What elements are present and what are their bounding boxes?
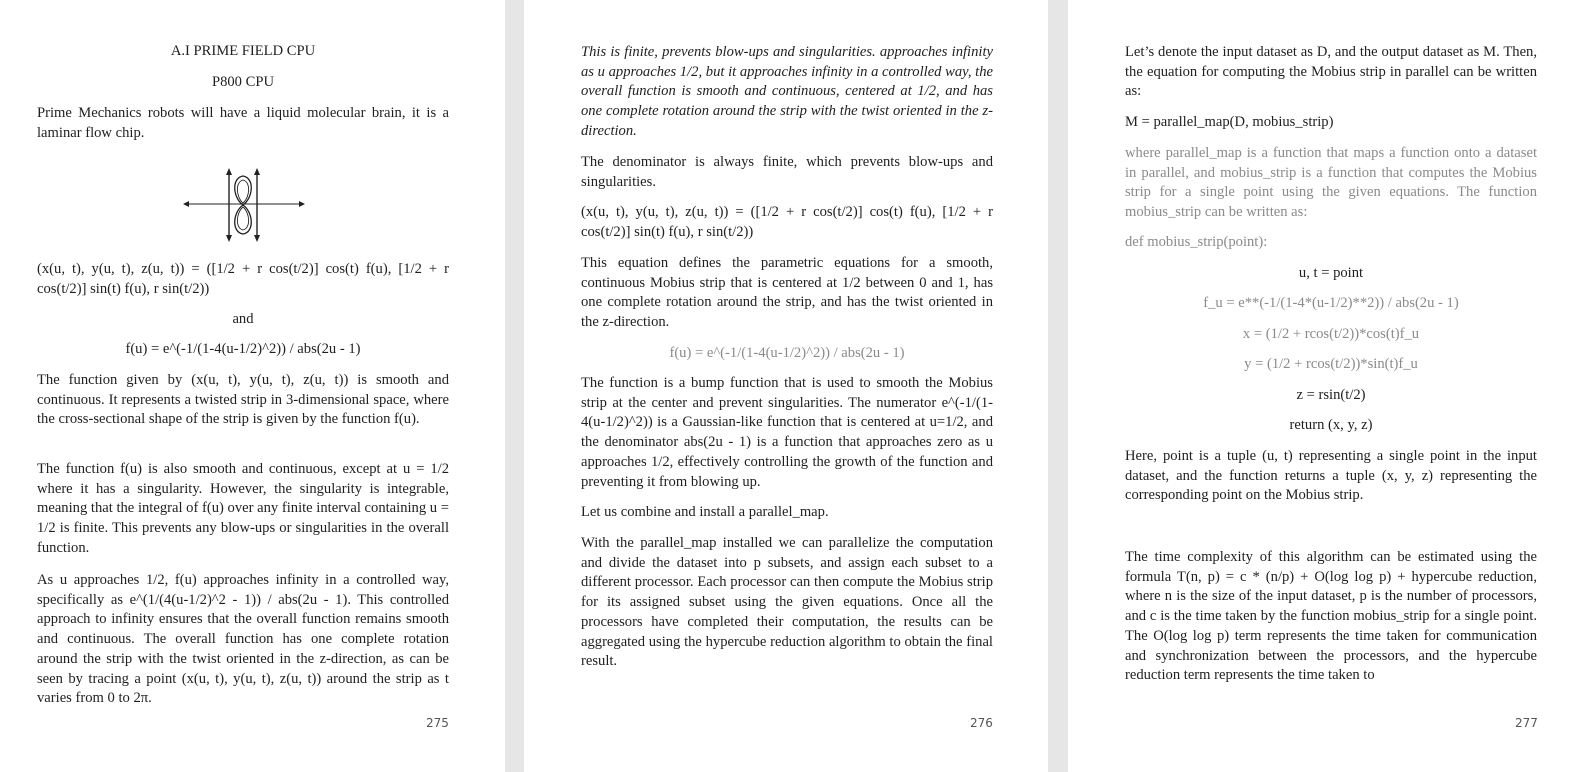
def-line: def mobius_strip(point): [1125, 234, 1268, 250]
parametric-equation: (x(u, t), y(u, t), z(u, t)) = ([1/2 + r cos(t/2)] cos(t) f(u), [1/2 + r cos(t/2)] sin(t) f(u), r sin(t/2)) [37, 261, 449, 297]
paragraph-parallel-map: Let us combine and install a parallel_map. [581, 504, 829, 520]
fu-equation: f(u) = e^(-1/(1-4(u-1/2)^2)) / abs(2u - 1) [669, 345, 905, 361]
page-number: 275 [426, 716, 449, 730]
paragraph-tuple: Here, point is a tuple (u, t) representing a single point in the input dataset, and the function returns a tuple (x, y, z) representing the corresponding point on the Mobius strip. [1125, 448, 1537, 504]
page-277 [1068, 0, 1571, 772]
code-line-1: u, t = point [1298, 265, 1364, 281]
paragraph-denominator: The denominator is always finite, which prevents blow-ups and singularities. [581, 154, 993, 190]
page-276 [524, 0, 1048, 772]
paragraph-dataset: Let’s denote the input dataset as D, and the output dataset as M. Then, the equation for computing the Mobius strip in parallel can be written as: [1125, 44, 1537, 100]
paragraph-bump-function: The function is a bump function that is used to smooth the Mobius strip at the center and prevent singularities. The numerator e^(-1/(1-4(u-1/2)^2)) is a Gaussian-like function that is centered at u=1/2, and the denominator abs(2u - 1) is a function that approaches zero as u approaches 1/2, effectively controlling the growth of the function and preventing it from blowing up. [581, 375, 993, 490]
page-number: 276 [970, 716, 993, 730]
doc-title: A.I PRIME FIELD CPU [170, 43, 316, 59]
figure-eight-diagram [183, 168, 305, 242]
code-line-4: y = (1/2 + rcos(t/2))*sin(t)f_u [1244, 356, 1418, 372]
paragraph-time-complexity: The time complexity of this algorithm can be estimated using the formula T(n, p) = c * (n/p) + O(log log p) + hypercube reduction, where n is the size of the input dataset, p is the number of processors, and c is the time taken by the function mobius_strip for a single point. The O(log log p) term represents the time taken for communication and synchronization between the processors, and the hypercube reduction term represents the time taken to [1125, 549, 1537, 684]
code-line-6: return (x, y, z) [1289, 417, 1373, 433]
code-line-5: z = rsin(t/2) [1296, 387, 1366, 403]
paragraph-parallelize: With the parallel_map installed we can parallelize the computation and divide the dataset into p subsets, and assign each subset to a different processor. Each processor can then compute the Mobius strip for its assigned subset using the given equations. Once all the processors have completed their computation, the results can be aggregated using the hypercube reduction algorithm to obtain the final result. [581, 535, 993, 670]
page-275 [0, 0, 505, 772]
intro-paragraph: Prime Mechanics robots will have a liquid molecular brain, it is a laminar flow chip. [37, 105, 449, 141]
code-line-3: x = (1/2 + rcos(t/2))*cos(t)f_u [1242, 326, 1420, 342]
page-number: 277 [1515, 716, 1538, 730]
paragraph-singularity: The function f(u) is also smooth and continuous, except at u = 1/2 where it has a singularity. However, the singularity is integrable, meaning that the integral of f(u) over any finite interval containing u = 1/2 is finite. This prevents any blow-ups or singularities in the overall function. [37, 461, 449, 556]
italic-paragraph: This is finite, prevents blow-ups and singularities. approaches infinity as u approaches 1/2, but it approaches infinity in a controlled way, the overall function is smooth and continuous, centered at 1/2, and has one complete rotation around the strip with the twist oriented in the z-direction. [581, 44, 993, 139]
and-text: and [232, 311, 254, 327]
doc-subtitle: P800 CPU [211, 74, 275, 90]
paragraph-mobius-definition: This equation defines the parametric equations for a smooth, continuous Mobius strip that is centered at 1/2 between 0 and 1, has one complete rotation around the strip, and has the twist oriented in the z-direction. [581, 255, 993, 331]
paragraph-smooth: The function given by (x(u, t), y(u, t), z(u, t)) is smooth and continuous. It represents a twisted strip in 3-dimensional space, where the cross-sectional shape of the strip is given by the function f(u). [37, 372, 449, 428]
paragraph-infinity: As u approaches 1/2, f(u) approaches infinity in a controlled way, specifically as e^(1/(4(u-1/2)^2 - 1)) / abs(2u - 1). This controlled approach to infinity ensures that the overall function remains smooth and continuous. The overall function has one complete rotation around the strip with the twist oriented in the z-direction, as can be seen by tracing a point (x(u, t), y(u, t), z(u, t)) around the strip as t varies from 0 to 2π. [37, 572, 449, 707]
parallel-map-equation: M = parallel_map(D, mobius_strip) [1125, 114, 1334, 130]
fu-equation: f(u) = e^(-1/(1-4(u-1/2)^2)) / abs(2u - 1) [125, 341, 361, 357]
paragraph-parallel-map-def: where parallel_map is a function that maps a function onto a dataset in parallel, and mobius_strip is a function that computes the Mobius strip for a single point using the given equations. The function mobius_strip can be written as: [1125, 145, 1537, 221]
parametric-equation: (x(u, t), y(u, t), z(u, t)) = ([1/2 + r cos(t/2)] cos(t) f(u), [1/2 + r cos(t/2)] sin(t) f(u), r sin(t/2)) [581, 204, 993, 240]
code-line-2: f_u = e**(-1/(1-4*(u-1/2)**2)) / abs(2u - 1) [1203, 295, 1459, 311]
